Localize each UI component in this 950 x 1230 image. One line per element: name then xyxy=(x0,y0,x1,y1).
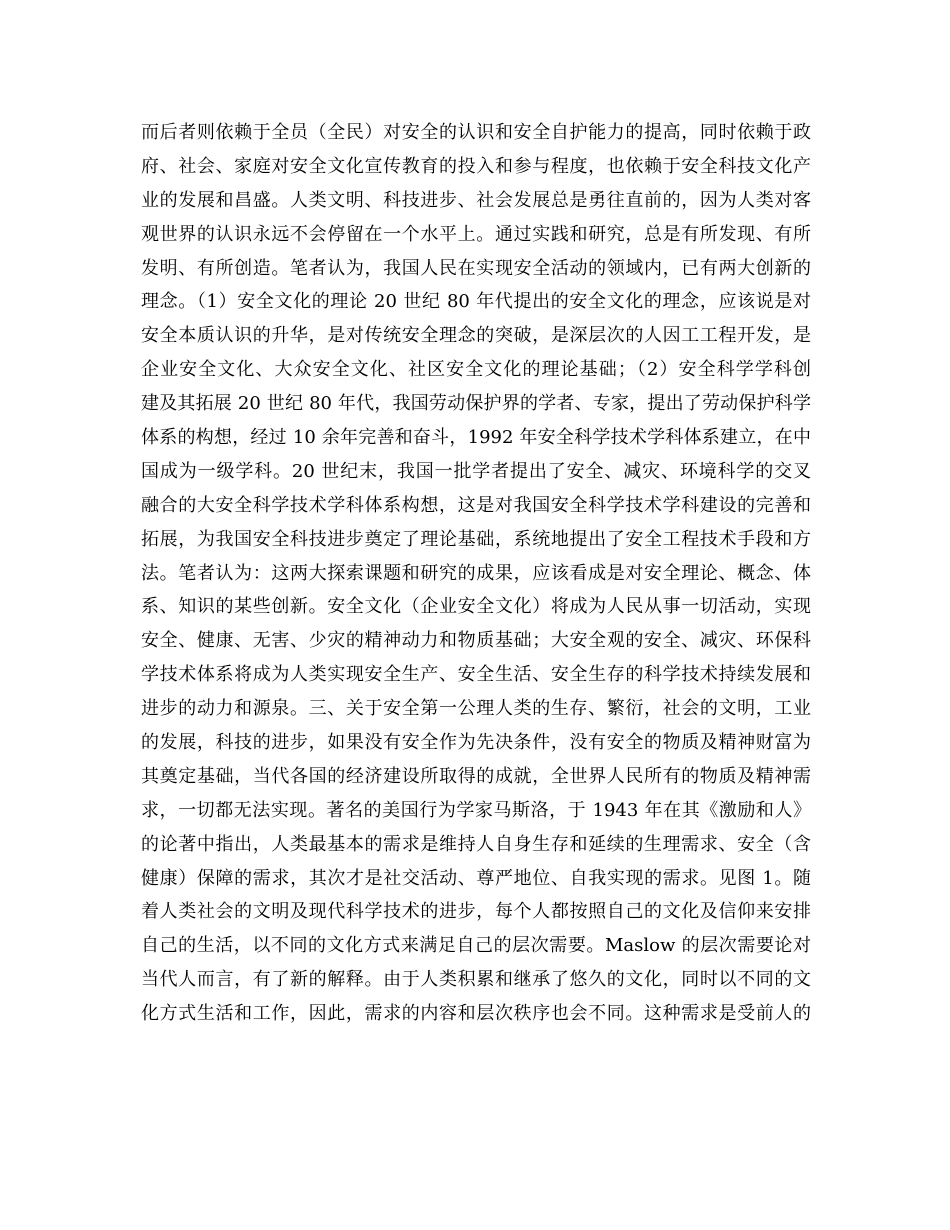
text-line: 府、社会、家庭对安全文化宣传教育的投入和参与程度，也依赖于安全科技文化产 xyxy=(141,155,811,177)
text-line: 观世界的认识永远不会停留在一个水平上。通过实践和研究，总是有所发现、有所 xyxy=(141,223,811,245)
text-line: 安全本质认识的升华，是对传统安全理念的突破，是深层次的人因工工程开发，是 xyxy=(141,325,811,347)
text-line: 法。笔者认为：这两大探索课题和研究的成果，应该看成是对安全理论、概念、体 xyxy=(141,562,811,584)
text-line: 的论著中指出，人类最基本的需求是维持人自身生存和延续的生理需求、安全（含 xyxy=(141,833,811,855)
text-line: 国成为一级学科。20 世纪末，我国一批学者提出了安全、减灾、环境科学的交叉 xyxy=(141,460,811,482)
text-line: 企业安全文化、大众安全文化、社区安全文化的理论基础；（2）安全科学学科创 xyxy=(141,359,811,381)
text-line: 求，一切都无法实现。著名的美国行为学家马斯洛，于 1943 年在其《激励和人》 xyxy=(141,799,811,821)
text-line: 的发展，科技的进步，如果没有安全作为先决条件，没有安全的物质及精神财富为 xyxy=(141,732,811,754)
text-line: 着人类社会的文明及现代科学技术的进步，每个人都按照自己的文化及信仰来安排 xyxy=(141,901,811,923)
text-line: 健康）保障的需求，其次才是社交活动、尊严地位、自我实现的需求。见图 1。随 xyxy=(141,867,811,889)
text-line: 业的发展和昌盛。人类文明、科技进步、社会发展总是勇往直前的，因为人类对客 xyxy=(141,189,811,211)
text-line: 体系的构想，经过 10 余年完善和奋斗，1992 年安全科学技术学科体系建立，在中 xyxy=(141,427,811,449)
text-line: 进步的动力和源泉。三、关于安全第一公理人类的生存、繁衍，社会的文明，工业 xyxy=(141,698,811,720)
body-paragraph xyxy=(141,116,811,1031)
text-line: 理念。（1）安全文化的理论 20 世纪 80 年代提出的安全文化的理念，应该说是对 xyxy=(141,291,811,313)
text-line: 发明、有所创造。笔者认为，我国人民在实现安全活动的领域内，已有两大创新的 xyxy=(141,257,811,279)
text-line: 其奠定基础，当代各国的经济建设所取得的成就，全世界人民所有的物质及精神需 xyxy=(141,765,811,787)
text-line: 自己的生活，以不同的文化方式来满足自己的层次需要。Maslow 的层次需要论对 xyxy=(141,935,811,957)
text-line: 当代人而言，有了新的解释。由于人类积累和继承了悠久的文化，同时以不同的文 xyxy=(141,969,811,991)
text-line: 融合的大安全科学技术学科体系构想，这是对我国安全科学技术学科建设的完善和 xyxy=(141,494,811,516)
text-line: 化方式生活和工作，因此，需求的内容和层次秩序也会不同。这种需求是受前人的 xyxy=(141,1003,811,1025)
text-line: 而后者则依赖于全员（全民）对安全的认识和安全自护能力的提高，同时依赖于政 xyxy=(141,122,811,143)
text-line: 安全、健康、无害、少灾的精神动力和物质基础；大安全观的安全、减灾、环保科 xyxy=(141,630,811,652)
text-line: 拓展，为我国安全科技进步奠定了理论基础，系统地提出了安全工程技术手段和方 xyxy=(141,528,811,550)
text-line: 系、知识的某些创新。安全文化（企业安全文化）将成为人民从事一切活动，实现 xyxy=(141,596,811,618)
text-line: 学技术体系将成为人类实现安全生产、安全生活、安全生存的科学技术持续发展和 xyxy=(141,664,811,686)
text-line: 建及其拓展 20 世纪 80 年代，我国劳动保护界的学者、专家，提出了劳动保护科学 xyxy=(141,393,811,415)
